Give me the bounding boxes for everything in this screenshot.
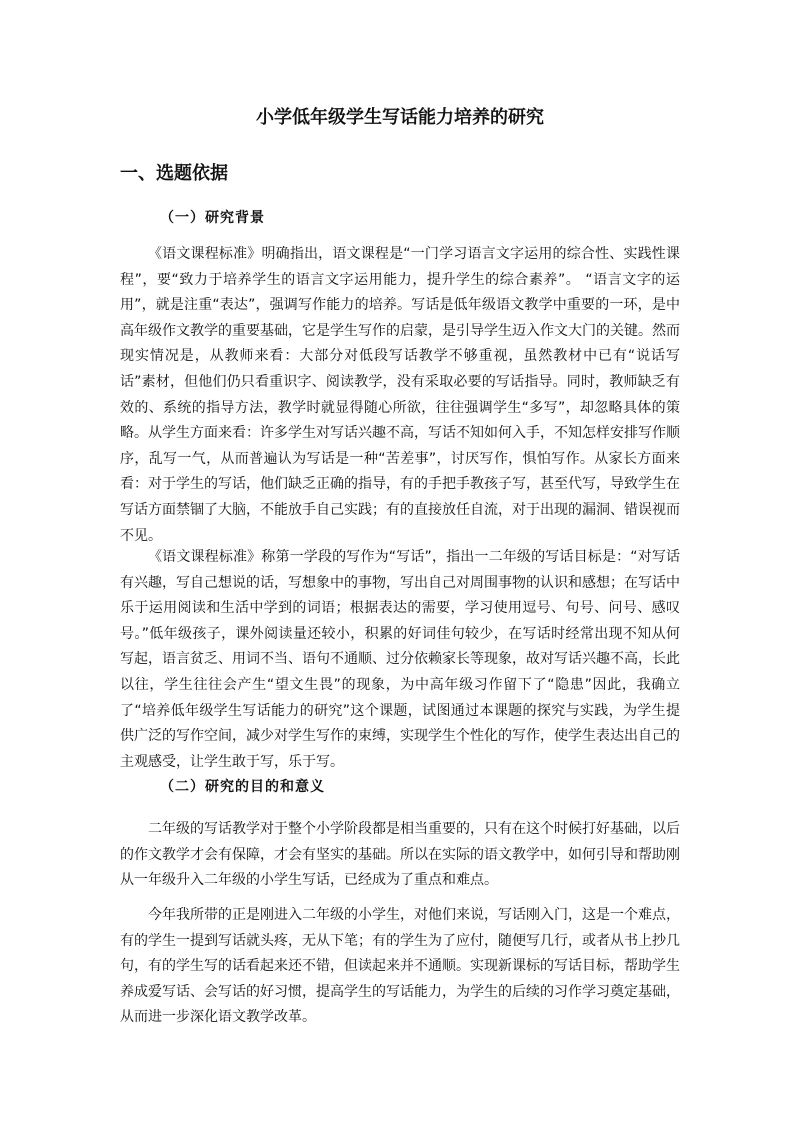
paragraph-background-1: 《语文课程标准》明确指出，语文课程是“一门学习语言文字运用的综合性、实践性课程”，要“致力于培养学生的语言文字运用能力，提升学生的综合素养”。 “语言文字的运用”，就是注重“表达”，强调写作能力的培养。写话是低年级语文教学中重要的一环，是中高年级作文教学的重要基础，它是学生写作的启蒙，是引导学生迈入作文大门的关键。然而现实情况是，从教师来看：大部分对低段写话教学不够重视，虽然教材中已有“说话写话”素材，但他们仍只看重识字、阅读教学，没有采取必要的写话指导。同时，教师缺乏有效的、系统的指导方法，教学时就显得随心所欲，往往强调学生“多写”，却忽略具体的策略。从学生方面来看：许多学生对写话兴趣不高，写话不知如何入手，不知怎样安排写作顺序，乱写一气，从而普遍认为写话是一种“苦差事”，讨厌写作，惧怕写作。从家长方面来看：对于学生的写话，他们缺乏正确的指导，有的手把手教孩子写，甚至代写，导致学生在写话方面禁锢了大脑，不能放手自己实践；有的直接放任自流，对于出现的漏洞、错误视而不见。 bbox=[120, 246, 680, 544]
paragraph-background-2: 《语文课程标准》称第一学段的写作为“写话”，指出一二年级的写话目标是：“对写话有兴趣，写自己想说的话，写想象中的事物，写出自己对周围事物的认识和感想；在写话中乐于运用阅读和生活中学到的词语；根据表达的需要，学习使用逗号、句号、问号、感叹号。”低年级孩子，课外阅读量还较小，积累的好词佳句较少，在写话时经常出现不知从何写起，语言贫乏、用词不当、语句不通顺、过分依赖家长等现象，故对写话兴趣不高，长此以往，学生往往会产生“望文生畏”的现象，为中高年级习作留下了“隐患”因此，我确立了“培养低年级学生写话能力的研究”这个课题，试图通过本课题的探究与实践，为学生提供广泛的写作空间，减少对学生写作的束缚，实现学生个性化的写作，使学生表达出自己的主观感受，让学生敢于写，乐于写。 bbox=[120, 549, 680, 770]
subsection-heading-purpose: （二）研究的目的和意义 bbox=[160, 779, 325, 795]
subsection-heading-background: （一）研究背景 bbox=[160, 210, 265, 226]
document-title: 小学低年级学生写话能力培养的研究 bbox=[256, 107, 544, 128]
section-heading-selection-basis: 一、选题依据 bbox=[120, 163, 228, 184]
paragraph-purpose-1: 二年级的写话教学对于整个小学阶段都是相当重要的，只有在这个时候打好基础，以后的作文教学才会有保障，才会有坚实的基础。所以在实际的语文教学中，如何引导和帮助刚从一年级升入二年级的小学生写话，已经成为了重点和难点。 bbox=[120, 821, 680, 889]
paragraph-purpose-2: 今年我所带的正是刚进入二年级的小学生，对他们来说，写话刚入门，这是一个难点，有的学生一提到写话就头疼，无从下笔；有的学生为了应付，随便写几行，或者从书上抄几句，有的学生写的话看起来还不错，但读起来并不通顺。实现新课标的写话目标，帮助学生养成爱写话、会写话的好习惯，提高学生的写话能力，为学生的后续的习作学习奠定基础，从而进一步深化语文教学改革。 bbox=[120, 907, 680, 1026]
